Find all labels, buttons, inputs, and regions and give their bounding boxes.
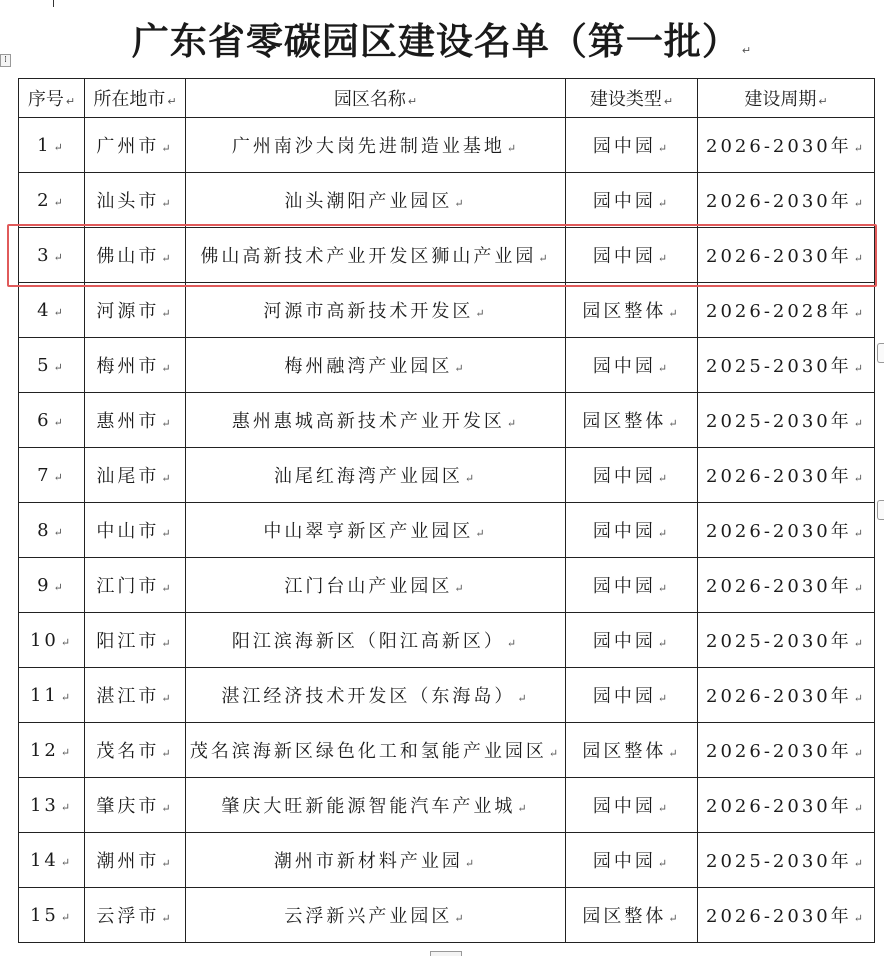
city-cell: [85, 228, 186, 283]
paragraph-mark-icon: ↵: [853, 582, 866, 595]
cell-text: 2026-2030年: [706, 686, 852, 707]
row-number: [19, 283, 85, 338]
paragraph-mark-icon: ↵: [853, 197, 866, 210]
cell-text: 2026-2030年: [706, 136, 852, 157]
city-cell: [85, 888, 186, 943]
type-cell: [566, 723, 698, 778]
paragraph-mark-icon: ↵: [161, 857, 174, 870]
cell-text: 园中园: [592, 631, 656, 652]
type-cell: [566, 558, 698, 613]
cell-text: 园中园: [592, 356, 656, 377]
paragraph-mark-icon: ↵: [853, 747, 866, 760]
paragraph-mark-icon: ↵: [668, 747, 681, 760]
cell-text: 15: [29, 904, 59, 926]
cell-text: 云浮市: [96, 906, 160, 927]
park-name-cell: [186, 613, 566, 668]
paragraph-mark-icon: ↵: [161, 637, 174, 650]
paragraph-mark-icon: ↵: [464, 472, 478, 485]
paragraph-mark-icon: ↵: [853, 417, 866, 430]
cell-text: 河源市高新技术开发区: [263, 301, 474, 322]
paragraph-mark-icon: ↵: [53, 195, 66, 209]
city-cell: [85, 503, 186, 558]
park-name-cell: [186, 338, 566, 393]
table-move-handle-icon[interactable]: ⁞: [0, 54, 11, 67]
cell-text: 惠州市: [96, 411, 160, 432]
paragraph-mark-icon: ↵: [161, 472, 174, 485]
cell-text: 中山市: [96, 521, 160, 542]
table-row[interactable]: [19, 723, 875, 778]
period-cell: [698, 668, 875, 723]
cell-text: 园中园: [592, 466, 656, 487]
cell-text: 潮州市: [96, 851, 160, 872]
cell-text: 12: [29, 739, 59, 761]
paragraph-mark-icon: ↵: [53, 415, 66, 429]
paragraph-mark-icon: ↵: [65, 95, 76, 108]
row-number: [19, 558, 85, 613]
paragraph-mark-icon: ↵: [161, 912, 174, 925]
paragraph-mark-icon: ↵: [161, 692, 174, 705]
paragraph-mark-icon: ↵: [161, 252, 174, 265]
cell-text: 园中园: [592, 191, 656, 212]
table-body: [19, 118, 875, 943]
cell-text: 肇庆大旺新能源智能汽车产业城: [221, 796, 516, 817]
cell-text: 湛江经济技术开发区（东海岛）: [221, 686, 516, 707]
type-cell: [566, 778, 698, 833]
park-name-cell: [186, 833, 566, 888]
park-name-cell: [186, 283, 566, 338]
park-list-table: [18, 78, 875, 943]
table-row[interactable]: [19, 118, 875, 173]
cell-text: 中山翠亨新区产业园区: [263, 521, 474, 542]
cell-text: 河源市: [96, 301, 160, 322]
city-cell: [85, 173, 186, 228]
cell-text: 11: [29, 684, 59, 706]
period-cell: [698, 613, 875, 668]
type-cell: [566, 833, 698, 888]
paragraph-mark-icon: ↵: [454, 582, 467, 595]
header-label: 建设类型: [589, 89, 662, 110]
side-tab-icon[interactable]: [877, 343, 884, 363]
period-cell: [698, 393, 875, 448]
city-cell: [85, 338, 186, 393]
paragraph-mark-icon: ↵: [454, 912, 467, 925]
period-cell: [698, 448, 875, 503]
park-name-cell: [186, 448, 566, 503]
header-period: [698, 79, 875, 118]
header-no: [19, 79, 85, 118]
cell-text: 2025-2030年: [706, 411, 852, 432]
paragraph-mark-icon: ↵: [853, 527, 866, 540]
type-cell: [566, 668, 698, 723]
paragraph-mark-icon: ↵: [853, 637, 866, 650]
period-cell: [698, 778, 875, 833]
table-row[interactable]: [19, 448, 875, 503]
header-label: 建设周期: [744, 89, 817, 110]
table-row[interactable]: [19, 338, 875, 393]
cell-text: 2025-2030年: [706, 631, 852, 652]
row-number: [19, 888, 85, 943]
cell-text: 2026-2030年: [706, 191, 852, 212]
row-number: [19, 173, 85, 228]
cell-text: 园中园: [592, 136, 656, 157]
paragraph-mark-icon: ↵: [161, 417, 174, 430]
cell-text: 2025-2030年: [706, 356, 852, 377]
table-row[interactable]: [19, 393, 875, 448]
paragraph-mark-icon: ↵: [506, 637, 520, 650]
row-number: [19, 668, 85, 723]
paragraph-mark-icon: ↵: [853, 142, 866, 155]
park-name-cell: [186, 723, 566, 778]
table-row[interactable]: [19, 503, 875, 558]
paragraph-mark-icon: ↵: [407, 95, 418, 108]
paragraph-mark-icon: ↵: [161, 747, 174, 760]
cell-text: 2026-2028年: [706, 301, 852, 322]
cell-text: 园区整体: [582, 741, 667, 762]
cell-text: 汕头潮阳产业园区: [284, 191, 453, 212]
cell-text: 园区整体: [582, 301, 667, 322]
row-number: [19, 228, 85, 283]
paragraph-mark-icon: ↵: [657, 582, 671, 595]
paragraph-mark-icon: ↵: [668, 912, 681, 925]
paragraph-mark-icon: ↵: [853, 692, 866, 705]
park-name-cell: [186, 173, 566, 228]
table-header-row: [19, 79, 875, 118]
city-cell: [85, 613, 186, 668]
paragraph-mark-icon: ↵: [657, 802, 671, 815]
paragraph-mark-icon: ↵: [161, 307, 174, 320]
type-cell: [566, 888, 698, 943]
paragraph-mark-icon: ↵: [657, 637, 671, 650]
cell-text: 园中园: [592, 576, 656, 597]
type-cell: [566, 448, 698, 503]
paragraph-mark-icon: ↵: [538, 252, 551, 265]
cell-text: 园中园: [592, 686, 656, 707]
paragraph-mark-icon: ↵: [161, 197, 174, 210]
header-park-name: [186, 79, 566, 118]
paragraph-mark-icon: ↵: [161, 582, 174, 595]
paragraph-mark-icon: ↵: [506, 142, 520, 155]
cell-text: 2026-2030年: [706, 576, 852, 597]
cell-text: 园区整体: [582, 906, 667, 927]
paragraph-mark-icon: ↵: [853, 912, 866, 925]
paragraph-mark-icon: ↵: [657, 692, 671, 705]
paragraph-mark-icon: ↵: [53, 470, 66, 484]
city-cell: [85, 668, 186, 723]
cell-text: 园区整体: [582, 411, 667, 432]
cell-text: 8: [37, 519, 52, 541]
cell-text: 2026-2030年: [706, 246, 852, 267]
row-number: [19, 393, 85, 448]
side-tab-icon[interactable]: [877, 500, 884, 520]
cell-text: 湛江市: [96, 686, 160, 707]
paragraph-mark-icon: ↵: [53, 580, 66, 594]
cell-text: 茂名市: [96, 741, 160, 762]
paragraph-mark-icon: ↵: [853, 252, 866, 265]
cell-text: 10: [29, 629, 59, 651]
header-label: 序号: [27, 89, 64, 110]
park-name-cell: [186, 228, 566, 283]
header-type: [566, 79, 698, 118]
table-row[interactable]: [19, 833, 875, 888]
paragraph-mark-icon: ↵: [657, 197, 671, 210]
city-cell: [85, 283, 186, 338]
period-cell: [698, 723, 875, 778]
header-label: 所在地市: [93, 89, 166, 110]
cell-text: 6: [37, 409, 52, 431]
paragraph-mark-icon: ↵: [167, 95, 177, 108]
table-row[interactable]: [19, 888, 875, 943]
period-cell: [698, 118, 875, 173]
period-cell: [698, 833, 875, 888]
paragraph-mark-icon: ↵: [663, 95, 674, 108]
table-row[interactable]: [19, 173, 875, 228]
type-cell: [566, 173, 698, 228]
cell-text: 佛山高新技术产业开发区狮山产业园: [200, 246, 537, 267]
cell-text: 13: [29, 794, 59, 816]
city-cell: [85, 833, 186, 888]
paragraph-mark-icon: ↵: [818, 95, 828, 108]
cell-text: 14: [29, 849, 59, 871]
paragraph-mark-icon: ↵: [60, 745, 74, 759]
paragraph-mark-icon: ↵: [53, 525, 66, 539]
table-row[interactable]: [19, 558, 875, 613]
city-cell: [85, 448, 186, 503]
cell-text: 2026-2030年: [706, 906, 852, 927]
cell-text: 园中园: [592, 246, 656, 267]
cell-text: 广州南沙大岗先进制造业基地: [231, 136, 505, 157]
header-label: 园区名称: [333, 89, 406, 110]
cell-text: 2026-2030年: [706, 796, 852, 817]
city-cell: [85, 778, 186, 833]
paragraph-mark-icon: ↵: [53, 250, 66, 264]
cell-text: 梅州市: [96, 356, 160, 377]
cell-text: 汕尾市: [96, 466, 160, 487]
period-cell: [698, 558, 875, 613]
paragraph-mark-icon: ↵: [53, 360, 66, 374]
type-cell: [566, 338, 698, 393]
cell-text: 汕头市: [96, 191, 160, 212]
cell-text: 肇庆市: [96, 796, 160, 817]
period-cell: [698, 283, 875, 338]
paragraph-mark-icon: ↵: [657, 252, 671, 265]
page-title: [0, 14, 884, 70]
paragraph-mark-icon: ↵: [853, 802, 866, 815]
park-name-cell: [186, 668, 566, 723]
paragraph-mark-icon: ↵: [668, 307, 681, 320]
cell-text: 4: [37, 299, 52, 321]
cell-text: 2: [37, 189, 52, 211]
paragraph-mark-icon: ↵: [161, 362, 174, 375]
paragraph-mark-icon: ↵: [454, 197, 467, 210]
table-row[interactable]: [19, 228, 875, 283]
cell-text: 2026-2030年: [706, 466, 852, 487]
city-cell: [85, 723, 186, 778]
paragraph-mark-icon: ↵: [741, 44, 753, 57]
table-row[interactable]: [19, 283, 875, 338]
paragraph-mark-icon: ↵: [853, 472, 866, 485]
type-cell: [566, 283, 698, 338]
cell-text: 茂名滨海新区绿色化工和氢能产业园区: [189, 741, 547, 762]
row-number: [19, 613, 85, 668]
title-text: 广东省零碳园区建设名单（第一批）: [131, 20, 740, 63]
paragraph-mark-icon: ↵: [60, 690, 74, 704]
row-number: [19, 118, 85, 173]
paragraph-mark-icon: ↵: [517, 692, 530, 705]
paragraph-mark-icon: ↵: [454, 362, 467, 375]
cell-text: 3: [37, 244, 52, 266]
cell-text: 2025-2030年: [706, 851, 852, 872]
cell-text: 9: [37, 574, 52, 596]
cell-text: 园中园: [592, 851, 656, 872]
table-row[interactable]: [19, 778, 875, 833]
paragraph-mark-icon: ↵: [853, 857, 866, 870]
cell-text: 阳江市: [96, 631, 160, 652]
paragraph-mark-icon: ↵: [464, 857, 478, 870]
table-row[interactable]: [19, 613, 875, 668]
type-cell: [566, 228, 698, 283]
period-cell: [698, 173, 875, 228]
paragraph-mark-icon: ↵: [60, 635, 74, 649]
paragraph-mark-icon: ↵: [53, 140, 66, 154]
cell-text: 广州市: [96, 136, 160, 157]
row-number: [19, 448, 85, 503]
paragraph-mark-icon: ↵: [161, 142, 174, 155]
paragraph-mark-icon: ↵: [161, 527, 174, 540]
paragraph-mark-icon: ↵: [657, 362, 671, 375]
cell-text: 7: [37, 464, 52, 486]
paragraph-mark-icon: ↵: [60, 910, 74, 924]
cell-text: 云浮新兴产业园区: [284, 906, 453, 927]
cell-text: 梅州融湾产业园区: [284, 356, 453, 377]
paragraph-mark-icon: ↵: [53, 305, 66, 319]
paragraph-mark-icon: ↵: [853, 307, 866, 320]
type-cell: [566, 503, 698, 558]
paragraph-mark-icon: ↵: [60, 855, 74, 869]
period-cell: [698, 888, 875, 943]
row-number: [19, 503, 85, 558]
paragraph-mark-icon: ↵: [475, 527, 488, 540]
period-cell: [698, 503, 875, 558]
row-number: [19, 338, 85, 393]
row-number: [19, 778, 85, 833]
cell-text: 佛山市: [96, 246, 160, 267]
type-cell: [566, 613, 698, 668]
city-cell: [85, 393, 186, 448]
paragraph-mark-icon: ↵: [161, 802, 174, 815]
cell-text: 2026-2030年: [706, 741, 852, 762]
period-cell: [698, 228, 875, 283]
park-name-cell: [186, 393, 566, 448]
text-cursor: [53, 0, 54, 7]
paragraph-mark-icon: ↵: [668, 417, 681, 430]
paragraph-mark-icon: ↵: [517, 802, 530, 815]
period-cell: [698, 338, 875, 393]
cell-text: 1: [37, 134, 52, 156]
paragraph-mark-icon: ↵: [657, 472, 671, 485]
cell-text: 园中园: [592, 521, 656, 542]
park-name-cell: [186, 888, 566, 943]
city-cell: [85, 118, 186, 173]
header-city: [85, 79, 186, 118]
cell-text: 园中园: [592, 796, 656, 817]
cell-text: 5: [37, 354, 52, 376]
park-name-cell: [186, 778, 566, 833]
cell-text: 惠州惠城高新技术产业开发区: [231, 411, 505, 432]
cell-text: 2026-2030年: [706, 521, 852, 542]
park-name-cell: [186, 503, 566, 558]
paragraph-mark-icon: ↵: [506, 417, 520, 430]
cell-text: 汕尾红海湾产业园区: [273, 466, 463, 487]
paragraph-mark-icon: ↵: [657, 142, 671, 155]
cell-text: 潮州市新材料产业园: [273, 851, 463, 872]
type-cell: [566, 393, 698, 448]
page-scroll-handle[interactable]: [430, 951, 462, 956]
cell-text: 江门台山产业园区: [284, 576, 453, 597]
park-name-cell: [186, 558, 566, 613]
row-number: [19, 723, 85, 778]
paragraph-mark-icon: ↵: [657, 527, 671, 540]
park-name-cell: [186, 118, 566, 173]
paragraph-mark-icon: ↵: [853, 362, 866, 375]
type-cell: [566, 118, 698, 173]
cell-text: 阳江滨海新区（阳江高新区）: [231, 631, 505, 652]
paragraph-mark-icon: ↵: [657, 857, 671, 870]
paragraph-mark-icon: ↵: [60, 800, 74, 814]
table-row[interactable]: [19, 668, 875, 723]
cell-text: 江门市: [96, 576, 160, 597]
paragraph-mark-icon: ↵: [475, 307, 488, 320]
paragraph-mark-icon: ↵: [548, 747, 562, 760]
row-number: [19, 833, 85, 888]
city-cell: [85, 558, 186, 613]
